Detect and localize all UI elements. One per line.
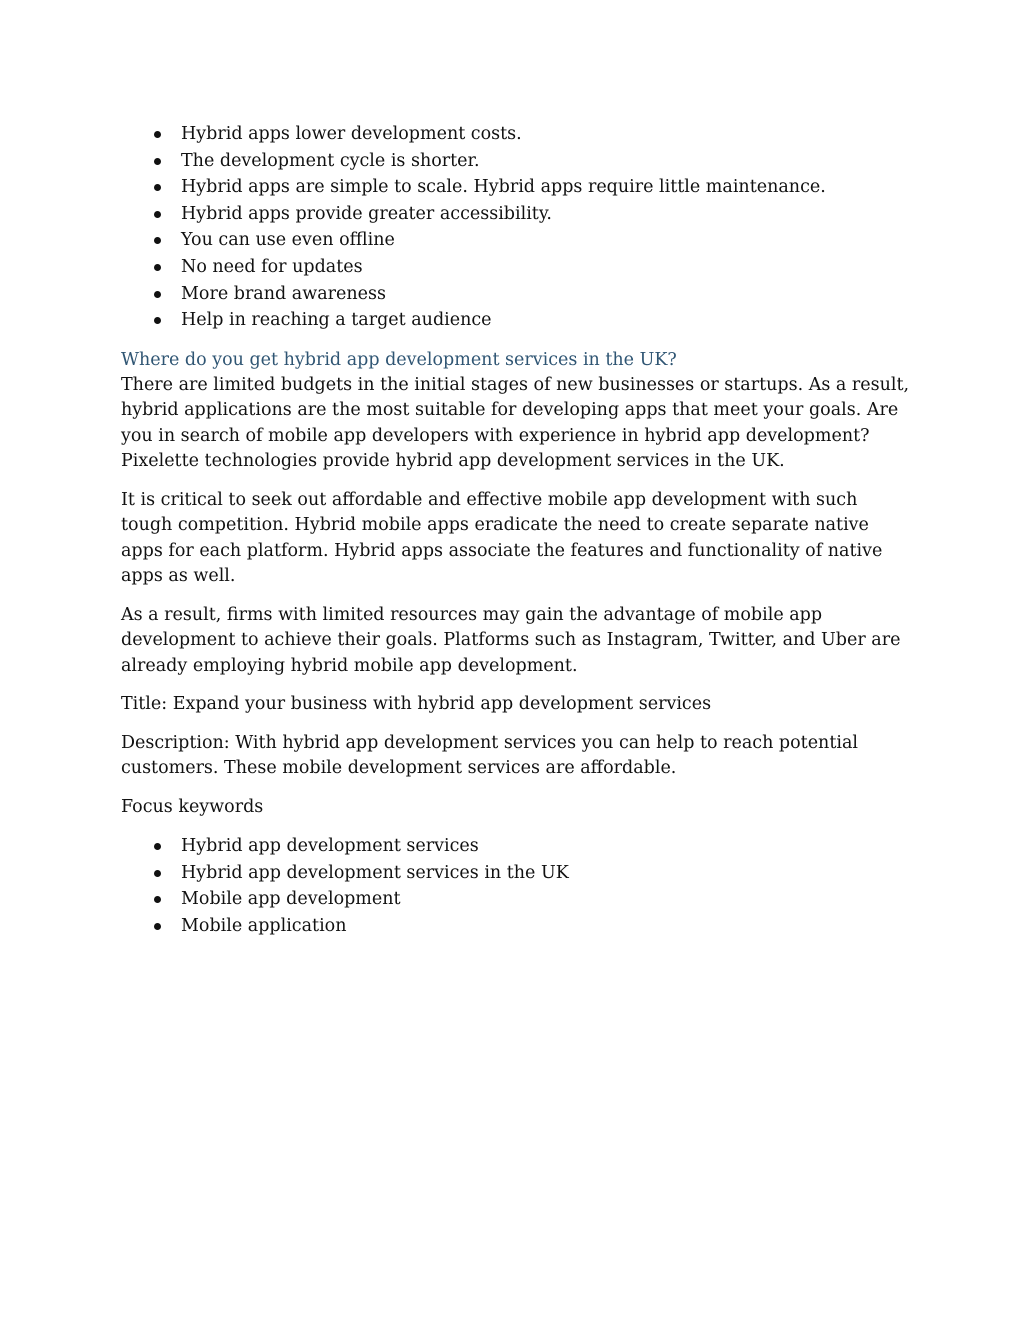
list-item	[121, 201, 911, 228]
bullet-icon	[154, 923, 161, 930]
list-item-text: More brand awareness	[181, 283, 386, 304]
list-item	[121, 227, 911, 254]
list-item	[121, 148, 911, 175]
paragraph-intro: There are limited budgets in the initial stages of new businesses or startups. As a result, hybrid applications are the most suitable for developing apps that meet your goals. Are you in search of mobile app developers with experience in hybrid app development? Pixelette technologies provide hybrid app development services in the UK.	[121, 374, 910, 472]
bullet-icon	[154, 158, 161, 165]
seo-title: Title: Expand your business with hybrid app development services	[121, 694, 712, 715]
focus-keywords-label: Focus keywords	[121, 796, 264, 817]
list-item-text: Hybrid apps provide greater accessibility.	[181, 203, 552, 224]
section-heading: Where do you get hybrid app development services in the UK?	[121, 349, 677, 370]
bullet-icon	[154, 291, 161, 298]
list-item	[121, 886, 911, 913]
list-item-text: Mobile application	[181, 916, 347, 937]
list-item-text: You can use even offline	[181, 230, 395, 251]
list-item	[121, 281, 911, 308]
list-item	[121, 307, 911, 334]
benefits-list	[121, 121, 911, 334]
list-item-text: Hybrid apps lower development costs.	[181, 124, 522, 144]
keywords-list	[121, 833, 911, 939]
list-item	[121, 833, 911, 860]
bullet-icon	[154, 131, 161, 138]
bullet-icon	[154, 184, 161, 191]
list-item	[121, 913, 911, 940]
bullet-icon	[154, 870, 161, 877]
bullet-icon	[154, 237, 161, 244]
bullet-icon	[154, 896, 161, 903]
list-item-text: Hybrid app development services	[181, 836, 479, 857]
bullet-icon	[154, 317, 161, 324]
list-item-text: Hybrid apps are simple to scale. Hybrid apps require little maintenance.	[181, 177, 826, 198]
bullet-icon	[154, 843, 161, 850]
paragraph-competition: It is critical to seek out affordable and effective mobile app development with such tough competition. Hybrid mobile apps eradicate the need to create separate native apps for each platform. Hybrid apps associate the features and functionality of native apps as well.	[121, 489, 883, 587]
list-item-text: The development cycle is shorter.	[181, 150, 480, 171]
list-item	[121, 860, 911, 887]
list-item	[121, 174, 911, 201]
bullet-icon	[154, 264, 161, 271]
bullet-icon	[154, 211, 161, 218]
document-content	[121, 121, 911, 940]
list-item-text: Mobile app development	[181, 889, 401, 910]
list-item-text: Help in reaching a target audience	[181, 310, 492, 331]
seo-description: Description: With hybrid app development services you can help to reach potential customers. These mobile development services are affordable.	[121, 732, 858, 779]
list-item	[121, 121, 911, 148]
list-item-text: Hybrid app development services in the UK	[181, 862, 569, 883]
paragraph-resources: As a result, firms with limited resources may gain the advantage of mobile app development to achieve their goals. Platforms such as Instagram, Twitter, and Uber are already employing hybrid mobile app development.	[121, 604, 901, 676]
list-item	[121, 254, 911, 281]
list-item-text: No need for updates	[181, 256, 363, 277]
